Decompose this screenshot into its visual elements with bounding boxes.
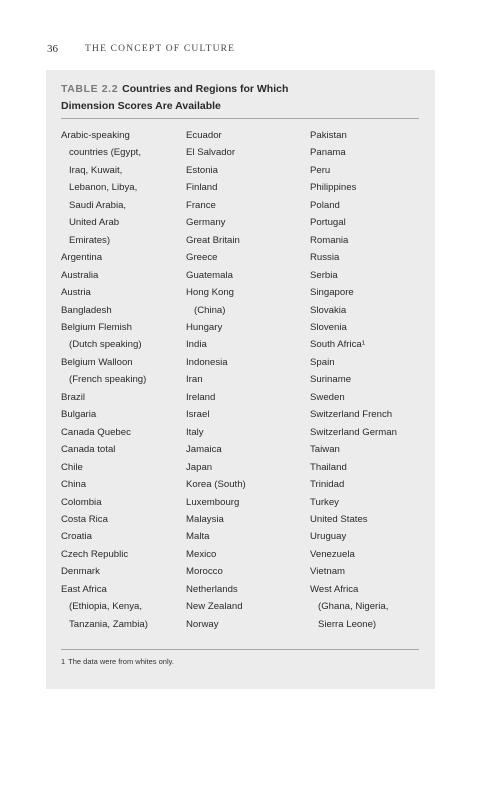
table-entry: Russia — [310, 252, 340, 264]
table-entry: Malta — [186, 531, 210, 543]
table-entry: Venezuela — [310, 548, 355, 560]
table-caption — [61, 81, 401, 115]
table-entry: (Ghana, Nigeria, — [318, 601, 389, 613]
table-entry: (Dutch speaking) — [69, 339, 142, 351]
table-entry: Ecuador — [186, 130, 222, 141]
table-title-line2: Dimension Scores Are Available — [61, 100, 221, 112]
running-head: THE CONCEPT OF CULTURE — [85, 44, 236, 54]
table-entry: Slovenia — [310, 321, 347, 333]
table-entry: Iran — [186, 374, 203, 386]
table-title-line1: Countries and Regions for Which — [122, 83, 289, 95]
table-entry: Suriname — [310, 374, 352, 386]
table-entry: Arabic-speaking — [61, 130, 130, 141]
table-entry: Estonia — [186, 164, 218, 176]
table-entry: United Arab — [69, 217, 120, 229]
table-entry: East Africa — [61, 583, 107, 595]
table-entry: Sweden — [310, 391, 345, 403]
table-entry: Canada Quebec — [61, 426, 131, 438]
table-entry: Spain — [310, 356, 335, 368]
table-entry: Bangladesh — [61, 304, 112, 316]
table-entry: Chile — [61, 461, 83, 473]
table-entry: Bulgaria — [61, 409, 97, 421]
table-entry: Ireland — [186, 391, 216, 403]
table-entry: Croatia — [61, 531, 92, 543]
table-entry: Czech Republic — [61, 548, 129, 560]
footnote-mark: 1 — [61, 657, 66, 666]
table-2-2 — [46, 70, 435, 689]
page-header — [47, 43, 447, 57]
table-entry: Norway — [186, 618, 219, 630]
top-rule — [61, 118, 419, 119]
table-entry: China — [61, 479, 87, 491]
table-entry: Brazil — [61, 391, 85, 403]
table-entry: Emirates) — [69, 234, 111, 246]
table-entry: Trinidad — [310, 479, 345, 491]
table-entry: Argentina — [61, 252, 103, 264]
table-entry: Poland — [310, 199, 340, 211]
table-entry: Turkey — [310, 496, 339, 508]
table-entry: Austria — [61, 287, 91, 299]
table-entry: Switzerland German — [310, 426, 397, 438]
table-entry: India — [186, 339, 207, 351]
table-entry: Iraq, Kuwait, — [69, 164, 123, 176]
table-entry: Costa Rica — [61, 513, 108, 525]
table-entry: countries (Egypt, — [69, 147, 141, 159]
table-entry: Great Britain — [186, 234, 240, 246]
table-entry: Hong Kong — [186, 287, 235, 299]
table-entry: Netherlands — [186, 583, 238, 595]
table-entry: Sierra Leone) — [318, 618, 377, 630]
table-entry: Greece — [186, 252, 218, 264]
table-entry: Japan — [186, 461, 213, 473]
table-entry: Romania — [310, 234, 349, 246]
table-entry: Guatemala — [186, 269, 233, 281]
table-entry: South Africa¹ — [310, 339, 365, 351]
table-entry: Tanzania, Zambia) — [69, 618, 148, 630]
footnote-text: The data were from whites only. — [68, 657, 174, 666]
table-entry: Denmark — [61, 566, 100, 578]
table-entry: Philippines — [310, 182, 357, 194]
table-footnote — [61, 657, 174, 666]
table-column-2 — [186, 127, 306, 633]
table-entry: Korea (South) — [186, 479, 246, 491]
table-entry: Indonesia — [186, 356, 228, 368]
table-entry: Australia — [61, 269, 99, 281]
table-entry: Canada total — [61, 444, 116, 456]
table-entry: Slovakia — [310, 304, 347, 316]
table-entry: Germany — [186, 217, 226, 229]
table-entry: Belgium Walloon — [61, 356, 133, 368]
table-entry: Mexico — [186, 548, 217, 560]
table-entry: Pakistan — [310, 130, 347, 141]
table-entry: Israel — [186, 409, 210, 421]
table-column-3 — [310, 127, 430, 633]
table-entry: Finland — [186, 182, 218, 194]
table-entry: (French speaking) — [69, 374, 147, 386]
table-entry: Malaysia — [186, 513, 224, 525]
table-entry: (China) — [194, 304, 226, 316]
table-entry: Uruguay — [310, 531, 347, 543]
table-entry: Peru — [310, 164, 331, 176]
table-entry: Singapore — [310, 287, 354, 299]
table-entry: Hungary — [186, 321, 223, 333]
table-column-1 — [61, 127, 181, 633]
table-label: TABLE 2.2 — [61, 83, 119, 95]
table-entry: Switzerland French — [310, 409, 393, 421]
table-entry: Taiwan — [310, 444, 340, 456]
table-entry: Panama — [310, 147, 346, 159]
table-entry: Colombia — [61, 496, 102, 508]
table-entry: Jamaica — [186, 444, 222, 456]
table-entry: Luxembourg — [186, 496, 240, 508]
table-entry: (Ethiopia, Kenya, — [69, 601, 143, 613]
table-entry: Belgium Flemish — [61, 321, 132, 333]
table-entry: Italy — [186, 426, 204, 438]
table-entry: Thailand — [310, 461, 347, 473]
table-entry: El Salvador — [186, 147, 236, 159]
table-entry: Saudi Arabia, — [69, 199, 127, 211]
table-entry: Serbia — [310, 269, 338, 281]
table-entry: West Africa — [310, 583, 359, 595]
table-entry: New Zealand — [186, 601, 243, 613]
table-entry: Morocco — [186, 566, 223, 578]
table-entry: Lebanon, Libya, — [69, 182, 138, 194]
table-entry: Vietnam — [310, 566, 346, 578]
page-number: 36 — [47, 43, 58, 55]
table-entry: Portugal — [310, 217, 346, 229]
table-entry: United States — [310, 513, 368, 525]
table-entry: France — [186, 199, 216, 211]
bottom-rule — [61, 649, 419, 650]
